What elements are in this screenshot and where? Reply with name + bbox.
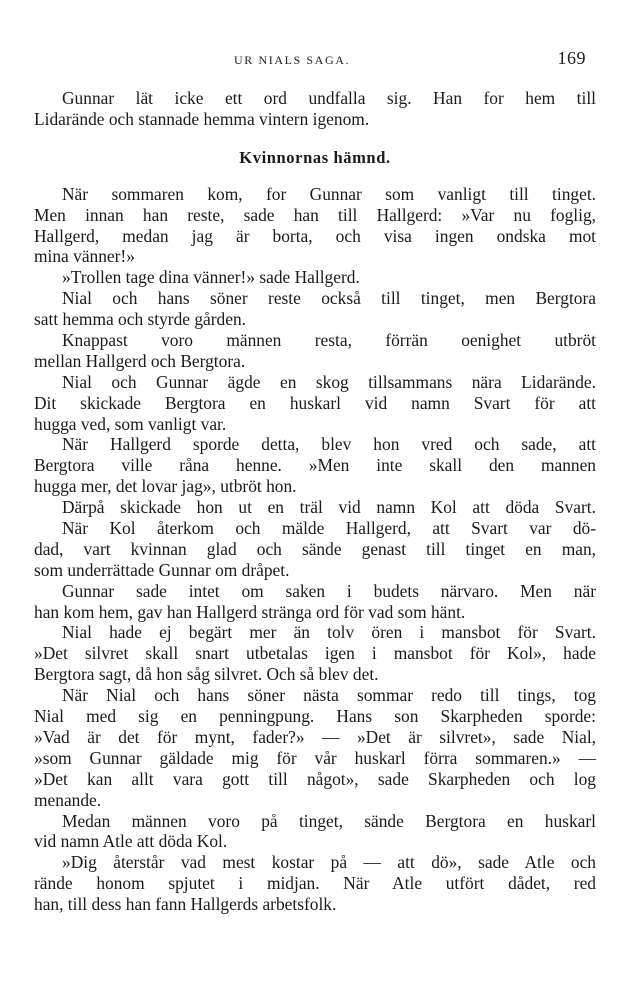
text-line: han kom hem, gav han Hallgerd stränga ord för vad som hänt. bbox=[34, 601, 466, 622]
text-line: Bergtora ville råna henne. »Men inte skall den mannen bbox=[34, 455, 596, 476]
text-line: Knappast voro männen resta, förrän oenighet utbröt bbox=[62, 330, 596, 351]
paragraphs-after-heading bbox=[34, 184, 596, 915]
text-line: han, till dess han fann Hallgerds arbetsfolk. bbox=[34, 894, 337, 915]
text-line: »Det silvret skall snart utbetalas igen i mansbot för Kol», hade bbox=[34, 643, 596, 664]
body-text bbox=[34, 88, 596, 915]
text-line: När Kol återkom och mälde Hallgerd, att Svart var dö- bbox=[62, 518, 596, 539]
text-line: »som Gunnar gäldade mig för vår huskarl förra sommaren.» — bbox=[34, 747, 596, 768]
text-line: satt hemma och styrde gården. bbox=[34, 309, 246, 330]
paragraphs-before-heading bbox=[34, 88, 596, 130]
text-line: Lidarände och stannade hemma vintern igenom. bbox=[34, 108, 370, 129]
text-line: Nial hade ej begärt mer än tolv ören i mansbot för Svart. bbox=[62, 622, 596, 643]
text-line: hugga ved, som vanligt var. bbox=[34, 413, 227, 434]
text-line: Bergtora sagt, då hon såg silvret. Och så blev det. bbox=[34, 664, 379, 685]
running-header bbox=[0, 50, 638, 74]
text-line: Gunnar sade intet om saken i budets närvaro. Men när bbox=[62, 580, 596, 601]
text-line: Medan männen voro på tinget, sände Bergtora en huskarl bbox=[62, 810, 596, 831]
text-line: Nial och Gunnar ägde en skog tillsammans nära Lidarände. bbox=[62, 371, 596, 392]
text-line: När sommaren kom, for Gunnar som vanligt till tinget. bbox=[62, 183, 596, 204]
text-line: dad, vart kvinnan glad och sände genast till tinget en man, bbox=[34, 538, 596, 559]
text-line: »Det kan allt vara gott till något», sade Skarpheden och log bbox=[34, 768, 596, 789]
text-line: rände honom spjutet i midjan. När Atle utfört dådet, red bbox=[34, 873, 596, 894]
text-line: När Nial och hans söner nästa sommar redo till tings, tog bbox=[62, 685, 596, 706]
text-line: Men innan han reste, sade han till Hallgerd: »Var nu foglig, bbox=[34, 204, 596, 225]
running-title: UR NIALS SAGA. bbox=[234, 53, 351, 67]
text-line: Gunnar lät icke ett ord undfalla sig. Han for hem till bbox=[62, 88, 596, 108]
text-line: mina vänner!» bbox=[34, 246, 135, 267]
text-line: Nial med sig en penningpung. Hans son Skarpheden sporde: bbox=[34, 706, 596, 727]
text-line: hugga mer, det lovar jag», utbröt hon. bbox=[34, 476, 297, 497]
text-line: »Vad är det för mynt, fader?» — »Det är silvret», sade Nial, bbox=[34, 726, 596, 747]
text-line: som underrättade Gunnar om dråpet. bbox=[34, 559, 290, 580]
text-line: »Trollen tage dina vänner!» sade Hallgerd. bbox=[62, 267, 360, 288]
text-line: Därpå skickade hon ut en träl vid namn Kol att döda Svart. bbox=[62, 497, 596, 518]
text-line: Nial och hans söner reste också till tinget, men Bergtora bbox=[62, 288, 596, 309]
page-number: 169 bbox=[557, 48, 586, 68]
section-heading: Kvinnornas hämnd. bbox=[239, 147, 391, 167]
text-line: vid namn Atle att döda Kol. bbox=[34, 831, 228, 852]
text-line: Dit skickade Bergtora en huskarl vid namn Svart för att bbox=[34, 392, 596, 413]
text-line: »Dig återstår vad mest kostar på — att dö», sade Atle och bbox=[62, 852, 596, 873]
text-line: När Hallgerd sporde detta, blev hon vred och sade, att bbox=[62, 434, 596, 455]
text-line: mellan Hallgerd och Bergtora. bbox=[34, 350, 246, 371]
text-line: Hallgerd, medan jag är borta, och visa ingen ondska mot bbox=[34, 225, 596, 246]
text-line: menande. bbox=[34, 789, 102, 810]
